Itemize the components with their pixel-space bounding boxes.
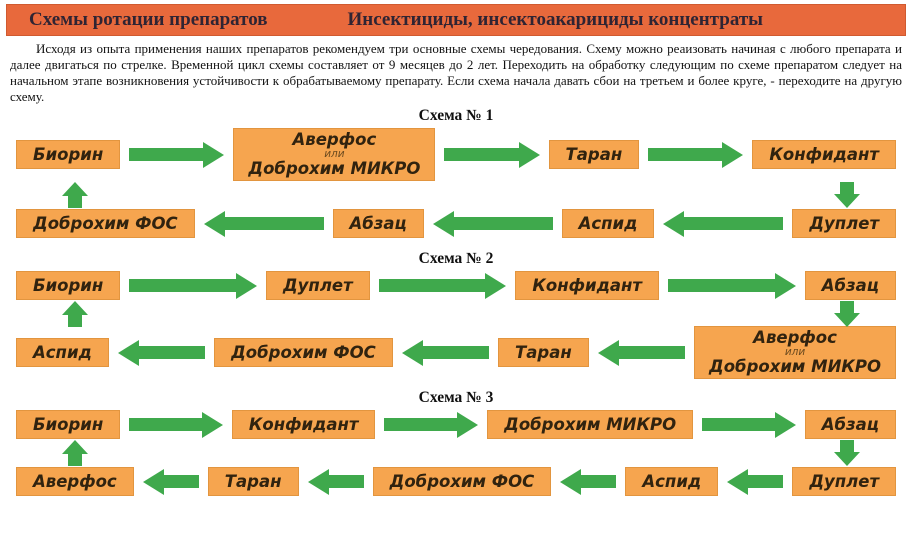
product-label: Дуплет	[282, 276, 353, 295]
scheme-title: Схема № 2	[418, 250, 494, 267]
product-label: Биорин	[33, 145, 104, 164]
scheme-flow	[16, 128, 896, 238]
arrow-head	[775, 412, 796, 438]
flow-arrow-left-icon	[402, 340, 489, 366]
product-label: Конфидант	[769, 145, 879, 164]
header-title: Схемы ротации препаратов	[29, 9, 268, 30]
page	[0, 4, 912, 543]
arrow-head	[598, 340, 619, 366]
flow-arrow-right-icon	[379, 273, 507, 299]
arrow-head	[62, 182, 88, 196]
arrow-head	[308, 469, 329, 495]
arrow-shaft	[329, 475, 364, 488]
arrow-head	[834, 194, 860, 208]
flow-arrow-left-icon	[663, 211, 783, 237]
arrow-shaft	[68, 315, 82, 327]
product-label: Аверфос	[33, 472, 117, 491]
flow-arrow-left-icon	[204, 211, 324, 237]
product-label: Аспид	[642, 472, 702, 491]
flow-row-bottom	[16, 467, 896, 496]
flow-arrow-right-icon	[129, 412, 223, 438]
arrow-shaft	[129, 148, 203, 161]
arrow-head	[834, 452, 860, 466]
product-label: Доброхим МИКРО	[504, 415, 677, 434]
arrow-head	[775, 273, 796, 299]
product-label: Аверфос	[292, 130, 377, 149]
product-box	[233, 128, 435, 181]
flow-arrow-left-icon	[143, 469, 199, 495]
product-box	[487, 410, 693, 439]
arrow-shaft	[423, 346, 489, 359]
flow-arrow-left-icon	[433, 211, 553, 237]
vertical-connectors	[16, 300, 896, 326]
flow-row-bottom	[16, 326, 896, 379]
product-label: Дуплет	[809, 472, 880, 491]
product-box	[792, 467, 896, 496]
flow-arrow-up-icon	[62, 301, 88, 327]
product-label: Доброхим МИКРО	[248, 159, 421, 178]
arrow-shaft	[840, 440, 854, 452]
product-label: Таран	[224, 472, 282, 491]
arrow-shaft	[702, 418, 775, 431]
product-box	[805, 410, 896, 439]
arrow-shaft	[444, 148, 518, 161]
schemes-container	[0, 107, 912, 496]
product-box	[498, 338, 589, 367]
product-label: Абзац	[821, 415, 879, 434]
flow-arrow-right-icon	[702, 412, 796, 438]
product-label: Доброхим ФОС	[389, 472, 535, 491]
arrow-shaft	[164, 475, 199, 488]
scheme-flow	[16, 410, 896, 496]
product-box	[562, 209, 655, 238]
product-box	[694, 326, 896, 379]
arrow-shaft	[581, 475, 616, 488]
arrow-shaft	[139, 346, 205, 359]
flow-arrow-right-icon	[444, 142, 539, 168]
scheme-flow	[16, 271, 896, 379]
scheme-title: Схема № 1	[418, 107, 494, 124]
flow-arrow-left-icon	[727, 469, 783, 495]
arrow-shaft	[379, 279, 486, 292]
arrow-head	[236, 273, 257, 299]
scheme-1	[0, 107, 912, 238]
product-box	[752, 140, 896, 169]
product-box	[16, 209, 195, 238]
arrow-head	[722, 142, 743, 168]
flow-arrow-right-icon	[129, 273, 257, 299]
flow-row-top	[16, 271, 896, 300]
flow-row-top	[16, 128, 896, 181]
product-label: Конфидант	[532, 276, 643, 295]
flow-arrow-up-icon	[62, 182, 88, 208]
arrow-shaft	[129, 279, 236, 292]
flow-arrow-right-icon	[668, 273, 796, 299]
flow-arrow-right-icon	[129, 142, 224, 168]
product-box	[549, 140, 640, 169]
product-box	[792, 209, 896, 238]
arrow-head	[560, 469, 581, 495]
vertical-connectors	[16, 181, 896, 209]
product-label: Таран	[515, 343, 572, 362]
header-subtitle: Инсектициды, инсектоакарициды концентраты	[347, 9, 763, 30]
arrow-shaft	[648, 148, 722, 161]
scheme-3	[0, 389, 912, 496]
product-box	[16, 467, 134, 496]
arrow-head	[433, 211, 454, 237]
flow-row-top	[16, 410, 896, 439]
product-label: Абзац	[349, 214, 407, 233]
arrow-head	[485, 273, 506, 299]
or-label: или	[784, 346, 806, 358]
or-label: или	[324, 148, 345, 160]
product-box	[16, 410, 120, 439]
product-label: Аспид	[578, 214, 638, 233]
arrow-shaft	[684, 217, 783, 230]
product-box	[515, 271, 659, 300]
arrow-shaft	[68, 196, 82, 208]
arrow-head	[204, 211, 225, 237]
product-label: Аверфос	[753, 328, 837, 347]
arrow-head	[834, 313, 860, 327]
flow-arrow-down-icon	[834, 182, 860, 208]
arrow-head	[62, 301, 88, 315]
scheme-title: Схема № 3	[418, 389, 494, 406]
product-box	[625, 467, 718, 496]
scheme-2	[0, 250, 912, 379]
arrow-head	[202, 412, 223, 438]
flow-arrow-left-icon	[598, 340, 685, 366]
arrow-head	[727, 469, 748, 495]
header-bar	[6, 4, 906, 36]
arrow-head	[118, 340, 139, 366]
product-label: Абзац	[821, 276, 879, 295]
flow-arrow-left-icon	[308, 469, 364, 495]
product-label: Конфидант	[248, 415, 359, 434]
product-label: Таран	[565, 145, 623, 164]
product-label: Биорин	[33, 415, 104, 434]
product-box	[208, 467, 299, 496]
flow-arrow-down-icon	[834, 440, 860, 466]
product-box	[232, 410, 376, 439]
product-label: Дуплет	[809, 214, 880, 233]
arrow-shaft	[748, 475, 783, 488]
arrow-head	[402, 340, 423, 366]
arrow-head	[143, 469, 164, 495]
arrow-head	[62, 440, 88, 454]
product-label: Доброхим МИКРО	[709, 357, 882, 376]
vertical-connectors	[16, 439, 896, 467]
arrow-shaft	[454, 217, 553, 230]
product-box	[16, 140, 120, 169]
arrow-shaft	[840, 301, 854, 313]
intro-paragraph: Исходя из опыта применения наших препаратов рекомендуем три основные схемы чередования. Схему можно реаизовать начиная с любого препарата и далее двигаться по стрелке. Временной цикл схемы составляет от 9 месяцев до 2 лет. Переходить на обработку следующим по схеме препаратом следует на начальном этапе возникновения устойчивости к обрабатываемому препарату. Если схема начала давать сбои на третьем и более круге, - переходите на другую схему.	[10, 41, 902, 104]
product-box	[16, 271, 120, 300]
flow-arrow-right-icon	[384, 412, 478, 438]
product-box	[214, 338, 393, 367]
flow-arrow-down-icon	[834, 301, 860, 327]
arrow-head	[519, 142, 540, 168]
arrow-shaft	[668, 279, 775, 292]
product-box	[373, 467, 552, 496]
product-box	[333, 209, 424, 238]
product-label: Биорин	[33, 276, 104, 295]
arrow-shaft	[68, 454, 82, 466]
flow-arrow-right-icon	[648, 142, 743, 168]
product-label: Аспид	[33, 343, 92, 362]
arrow-shaft	[619, 346, 685, 359]
flow-row-bottom	[16, 209, 896, 238]
product-label: Доброхим ФОС	[231, 343, 376, 362]
arrow-head	[663, 211, 684, 237]
flow-arrow-up-icon	[62, 440, 88, 466]
product-box	[16, 338, 109, 367]
arrow-shaft	[384, 418, 457, 431]
arrow-head	[457, 412, 478, 438]
product-label: Доброхим ФОС	[33, 214, 178, 233]
arrow-shaft	[225, 217, 324, 230]
product-box	[805, 271, 896, 300]
flow-arrow-left-icon	[118, 340, 205, 366]
arrow-shaft	[840, 182, 854, 194]
product-box	[266, 271, 370, 300]
arrow-head	[203, 142, 224, 168]
arrow-shaft	[129, 418, 202, 431]
flow-arrow-left-icon	[560, 469, 616, 495]
